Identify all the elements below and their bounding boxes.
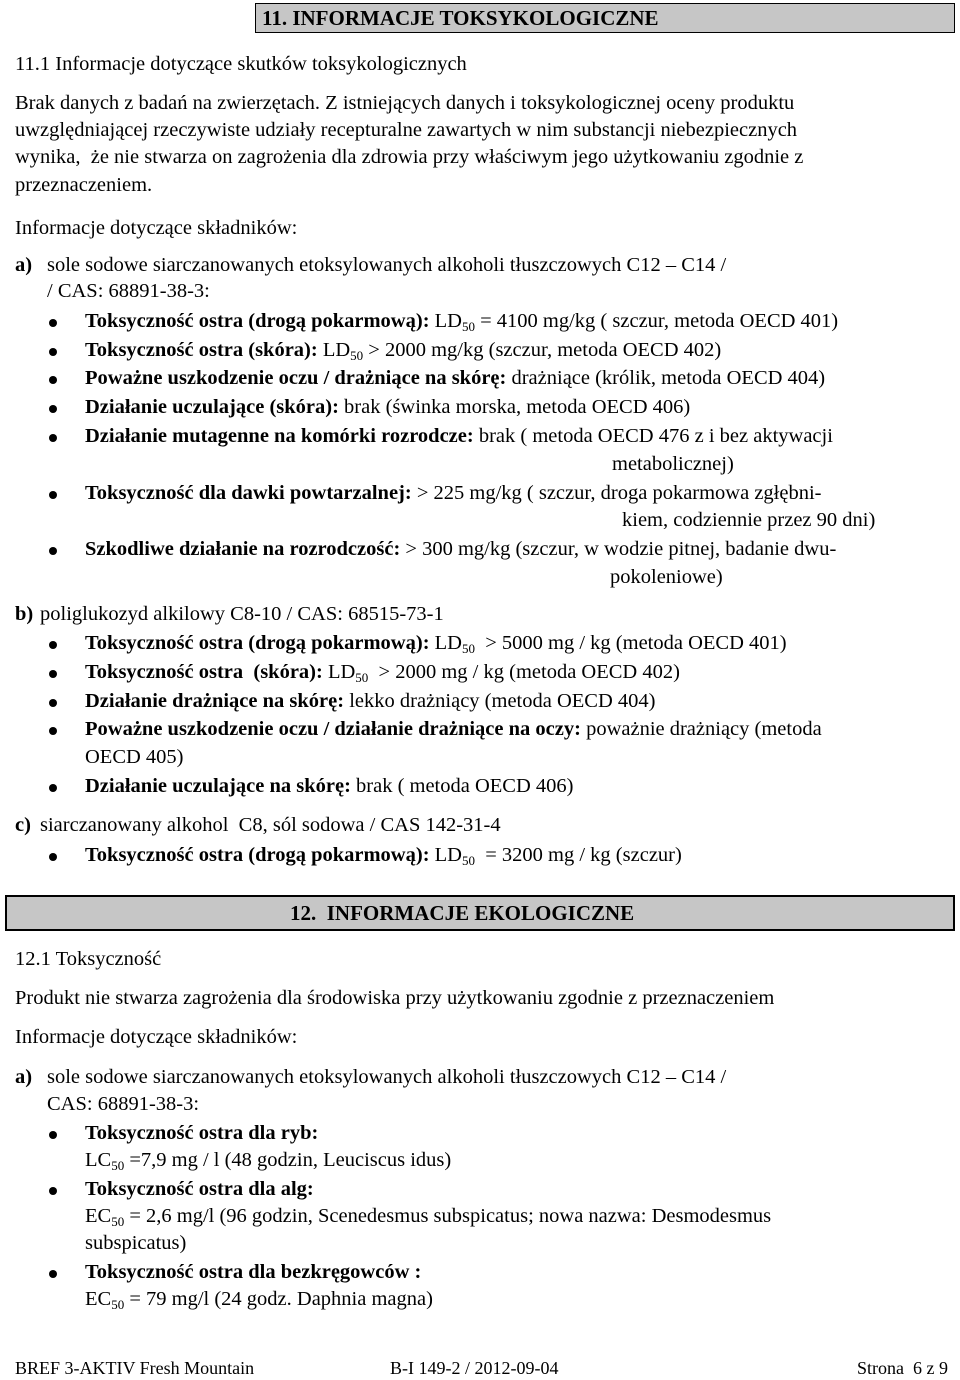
tox-item-symbol: LD [429, 632, 462, 654]
tox-item [85, 338, 721, 362]
tox-item-label: Toksyczność ostra (drogą pokarmową): [85, 310, 430, 332]
tox-item-label: Działanie uczulające (skóra): [85, 396, 339, 418]
components-label: Informacje dotyczące składników: [15, 217, 298, 239]
component-c-letter: c) [15, 814, 31, 836]
tox-item-continuation: kiem, codziennie przez 90 dni) [622, 509, 876, 531]
bullet-dot [49, 405, 57, 413]
ecotox-item-rest: =7,9 mg / l (48 godzin, Leuciscus idus) [124, 1149, 452, 1171]
tox-item-continuation: pokoleniowe) [610, 566, 723, 588]
ecology-statement: Produkt nie stwarza zagrożenia dla środowiska przy użytkowaniu zgodnie z przeznaczeniem [15, 987, 775, 1009]
ecotox-item-value [85, 1148, 451, 1172]
component-a-letter: a) [15, 254, 33, 276]
tox-item-value: > 2000 mg/kg (szczur, metoda OECD 402) [363, 339, 722, 361]
ecotox-item-value [85, 1204, 771, 1228]
section-12-title: 12. INFORMACJE EKOLOGICZNE [290, 901, 635, 925]
bullet-dot [49, 376, 57, 384]
tox-item-label: Toksyczność ostra (skóra): [85, 339, 318, 361]
bullet-dot [49, 853, 57, 861]
tox-item-value: lekko drażniący (metoda OECD 404) [344, 690, 656, 712]
tox-item [85, 309, 838, 333]
ecotox-item-symbol: LC [85, 1149, 112, 1171]
tox-item [85, 843, 682, 867]
component-a-letter: a) [15, 1066, 33, 1088]
subsection-12-1-heading: 12.1 Toksyczność [15, 948, 162, 970]
subsection-11-1-heading: 11.1 Informacje dotyczące skutków toksykologicznych [15, 53, 467, 75]
tox-item [85, 660, 680, 684]
tox-item [85, 395, 690, 419]
intro-line: przeznaczeniem. [15, 174, 153, 196]
tox-item [85, 424, 833, 448]
ecotox-item-rest: = 79 mg/l (24 godz. Daphnia magna) [124, 1288, 433, 1310]
section-11-title: 11. INFORMACJE TOKSYKOLOGICZNE [262, 6, 659, 30]
ecotox-item-label: Toksyczność ostra dla bezkręgowców : [85, 1261, 422, 1283]
component-b-letter: b) [15, 603, 34, 625]
tox-item [85, 717, 822, 741]
footer-page-number: Strona 6 z 9 [857, 1358, 948, 1378]
tox-item-value: > 2000 mg / kg (metoda OECD 402) [368, 661, 680, 683]
footer-product-name: BREF 3-AKTIV Fresh Mountain [15, 1358, 255, 1378]
section-11-header [255, 3, 955, 33]
tox-item-value: brak ( metoda OECD 476 z i bez aktywacji [473, 425, 833, 447]
tox-item-subscript: 50 [355, 670, 369, 685]
bullet-dot [49, 699, 57, 707]
component-b-name: poliglukozyd alkilowy C8-10 / CAS: 68515-73-1 [40, 603, 444, 625]
tox-item-label: Poważne uszkodzenie oczu / działanie drażniące na oczy: [85, 718, 581, 740]
tox-item-symbol: LD [429, 844, 462, 866]
components-label: Informacje dotyczące składników: [15, 1026, 298, 1048]
section-12-header [5, 895, 955, 931]
tox-item-label: Działanie drażniące na skórę: [85, 690, 345, 712]
tox-item-value: > 300 mg/kg (szczur, w wodzie pitnej, badanie dwu- [400, 538, 837, 560]
tox-item-label: Toksyczność dla dawki powtarzalnej: [85, 482, 412, 504]
tox-item-label: Działanie mutagenne na komórki rozrodcze: [85, 425, 474, 447]
bullet-dot [49, 670, 57, 678]
tox-item [85, 774, 574, 798]
ecotox-item-continuation: subspicatus) [85, 1232, 187, 1254]
tox-item [85, 481, 822, 505]
tox-item-value: = 4100 mg/kg ( szczur, metoda OECD 401) [474, 310, 839, 332]
tox-item-label: Działanie uczulające na skórę: [85, 775, 351, 797]
ecotox-item-symbol: EC [85, 1288, 112, 1310]
tox-item-subscript: 50 [461, 319, 475, 334]
ecotox-item-label: Toksyczność ostra dla ryb: [85, 1122, 319, 1144]
intro-line: uwzględniającej rzeczywiste udziały recepturalne zawartych w nim substancji niebezpiecznych [15, 119, 798, 141]
bullet-dot [49, 547, 57, 555]
component-a-cas: / CAS: 68891-38-3: [47, 280, 210, 302]
tox-item-value: drażniące (królik, metoda OECD 404) [506, 367, 826, 389]
tox-item-label: Poważne uszkodzenie oczu / drażniące na skórę: [85, 367, 507, 389]
footer-document-reference: B-I 149-2 / 2012-09-04 [390, 1358, 559, 1378]
bullet-dot [49, 641, 57, 649]
ecotox-item-label: Toksyczność ostra dla alg: [85, 1178, 314, 1200]
tox-item-symbol: LD [429, 310, 462, 332]
tox-item-label: Toksyczność ostra (skóra): [85, 661, 323, 683]
tox-item-value: brak ( metoda OECD 406) [350, 775, 574, 797]
component-a-name: sole sodowe siarczanowanych etoksylowanych alkoholi tłuszczowych C12 – C14 / [47, 254, 727, 276]
tox-item [85, 537, 836, 561]
bullet-dot [49, 491, 57, 499]
tox-item [85, 631, 787, 655]
tox-item [85, 366, 825, 390]
ecotox-item-symbol: EC [85, 1205, 112, 1227]
tox-item-value: = 3200 mg / kg (szczur) [474, 844, 682, 866]
bullet-dot [49, 434, 57, 442]
bullet-dot [49, 319, 57, 327]
bullet-dot [49, 1270, 57, 1278]
tox-item-continuation: metabolicznej) [612, 453, 734, 475]
intro-line: Brak danych z badań na zwierzętach. Z istniejących danych i toksykologicznej oceny produktu [15, 92, 795, 114]
tox-item [85, 689, 655, 713]
tox-item-subscript: 50 [350, 348, 364, 363]
intro-line: wynika, że nie stwarza on zagrożenia dla zdrowia przy właściwym jego użytkowaniu zgodnie z [15, 146, 804, 168]
tox-item-label: Toksyczność ostra (drogą pokarmową): [85, 632, 430, 654]
bullet-dot [49, 1131, 57, 1139]
bullet-dot [49, 348, 57, 356]
bullet-dot [49, 727, 57, 735]
ecotox-item-rest: = 2,6 mg/l (96 godzin, Scenedesmus subspicatus; nowa nazwa: Desmodesmus [124, 1205, 772, 1227]
tox-item-subscript: 50 [461, 641, 475, 656]
component-c-name: siarczanowany alkohol C8, sól sodowa / CAS 142-31-4 [40, 814, 501, 836]
ecotox-item-subscript: 50 [111, 1297, 125, 1312]
component-a-cas: CAS: 68891-38-3: [47, 1093, 200, 1115]
tox-item-label: Szkodliwe działanie na rozrodczość: [85, 538, 401, 560]
bullet-dot [49, 1187, 57, 1195]
ecotox-item-subscript: 50 [111, 1214, 125, 1229]
tox-item-value: > 225 mg/kg ( szczur, droga pokarmowa zgłębni- [411, 482, 822, 504]
component-a-name: sole sodowe siarczanowanych etoksylowanych alkoholi tłuszczowych C12 – C14 / [47, 1066, 727, 1088]
tox-item-value: brak (świnka morska, metoda OECD 406) [338, 396, 691, 418]
tox-item-value: > 5000 mg / kg (metoda OECD 401) [474, 632, 787, 654]
tox-item-value: poważnie drażniący (metoda [580, 718, 822, 740]
tox-item-label: Toksyczność ostra (drogą pokarmową): [85, 844, 430, 866]
ecotox-item-value [85, 1287, 433, 1311]
tox-item-continuation: OECD 405) [85, 746, 184, 768]
ecotox-item-subscript: 50 [111, 1158, 125, 1173]
bullet-dot [49, 784, 57, 792]
tox-item-subscript: 50 [461, 853, 475, 868]
tox-item-symbol: LD [322, 661, 356, 683]
tox-item-symbol: LD [317, 339, 351, 361]
